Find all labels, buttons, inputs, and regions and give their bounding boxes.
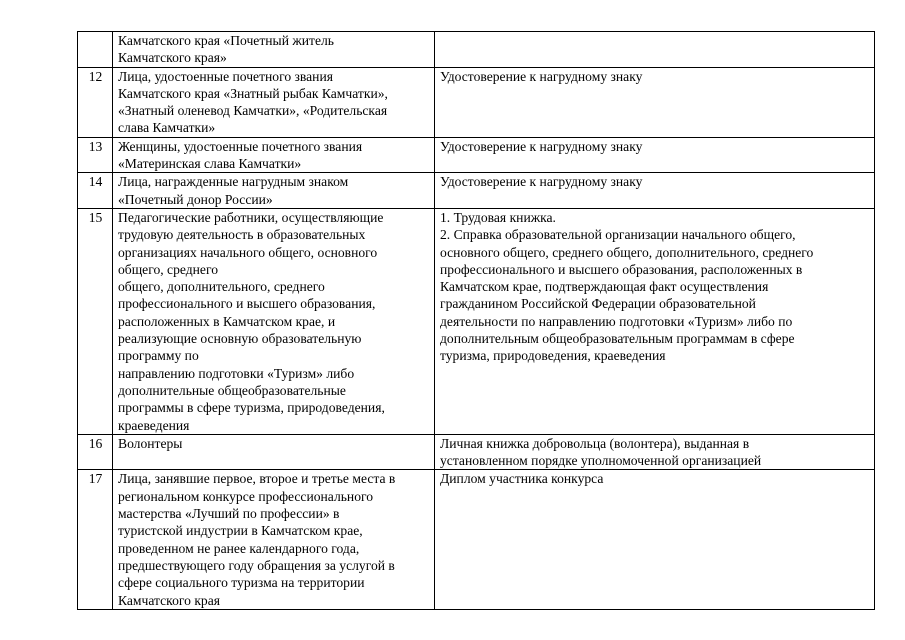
required-document: Удостоверение к нагрудному знаку	[435, 173, 875, 209]
beneficiary-category: Женщины, удостоенные почетного звания «Материнская слава Камчатки»	[113, 137, 435, 173]
required-document: Удостоверение к нагрудному знаку	[435, 137, 875, 173]
beneficiary-category: Лица, награжденные нагрудным знаком «Почетный донор России»	[113, 173, 435, 209]
row-number: 14	[78, 173, 113, 209]
required-document: Личная книжка добровольца (волонтера), выданная в установленном порядке уполномоченной организацией	[435, 434, 875, 470]
table-row	[78, 67, 875, 137]
table-row	[78, 32, 875, 68]
table-row	[78, 173, 875, 209]
row-number: 13	[78, 137, 113, 173]
row-number: 17	[78, 470, 113, 609]
row-number	[78, 32, 113, 68]
required-document: Удостоверение к нагрудному знаку	[435, 67, 875, 137]
table-row	[78, 470, 875, 609]
row-number: 16	[78, 434, 113, 470]
beneficiary-category: Педагогические работники, осуществляющие трудовую деятельность в образовательных организациях начального общего, основного общего, среднего общего, дополнительного, среднего профессионального и высшего образования, расположенных в Камчатском крае, и реализующие основную образовательную программу по направлению подготовки «Туризм» либо дополнительные общеобразовательные программы в сфере туризма, природоведения, краеведения	[113, 208, 435, 434]
beneficiary-category: Лица, занявшие первое, второе и третье места в региональном конкурсе профессионального мастерства «Лучший по профессии» в туристской индустрии в Камчатском крае, проведенном не ранее календарного года, предшествующего году обращения за услугой в сфере социального туризма на территории Камчатского края	[113, 470, 435, 609]
beneficiary-category: Камчатского края «Почетный житель Камчатского края»	[113, 32, 435, 68]
table-row	[78, 208, 875, 434]
required-document: Диплом участника конкурса	[435, 470, 875, 609]
table-row	[78, 137, 875, 173]
required-document	[435, 32, 875, 68]
row-number: 12	[78, 67, 113, 137]
table-row	[78, 434, 875, 470]
row-number: 15	[78, 208, 113, 434]
beneficiary-documents-table	[77, 31, 875, 610]
required-document: 1. Трудовая книжка. 2. Справка образовательной организации начального общего, основного общего, среднего общего, дополнительного, среднего профессионального и высшего образования, расположенных в Камчатском крае, подтверждающая факт осуществления гражданином Российской Федерации образовательной деятельности по направлению подготовки «Туризм» либо по дополнительным общеобразовательным программам в сфере туризма, природоведения, краеведения	[435, 208, 875, 434]
beneficiary-category: Волонтеры	[113, 434, 435, 470]
beneficiary-category: Лица, удостоенные почетного звания Камчатского края «Знатный рыбак Камчатки», «Знатный оленевод Камчатки», «Родительская слава Камчатки»	[113, 67, 435, 137]
